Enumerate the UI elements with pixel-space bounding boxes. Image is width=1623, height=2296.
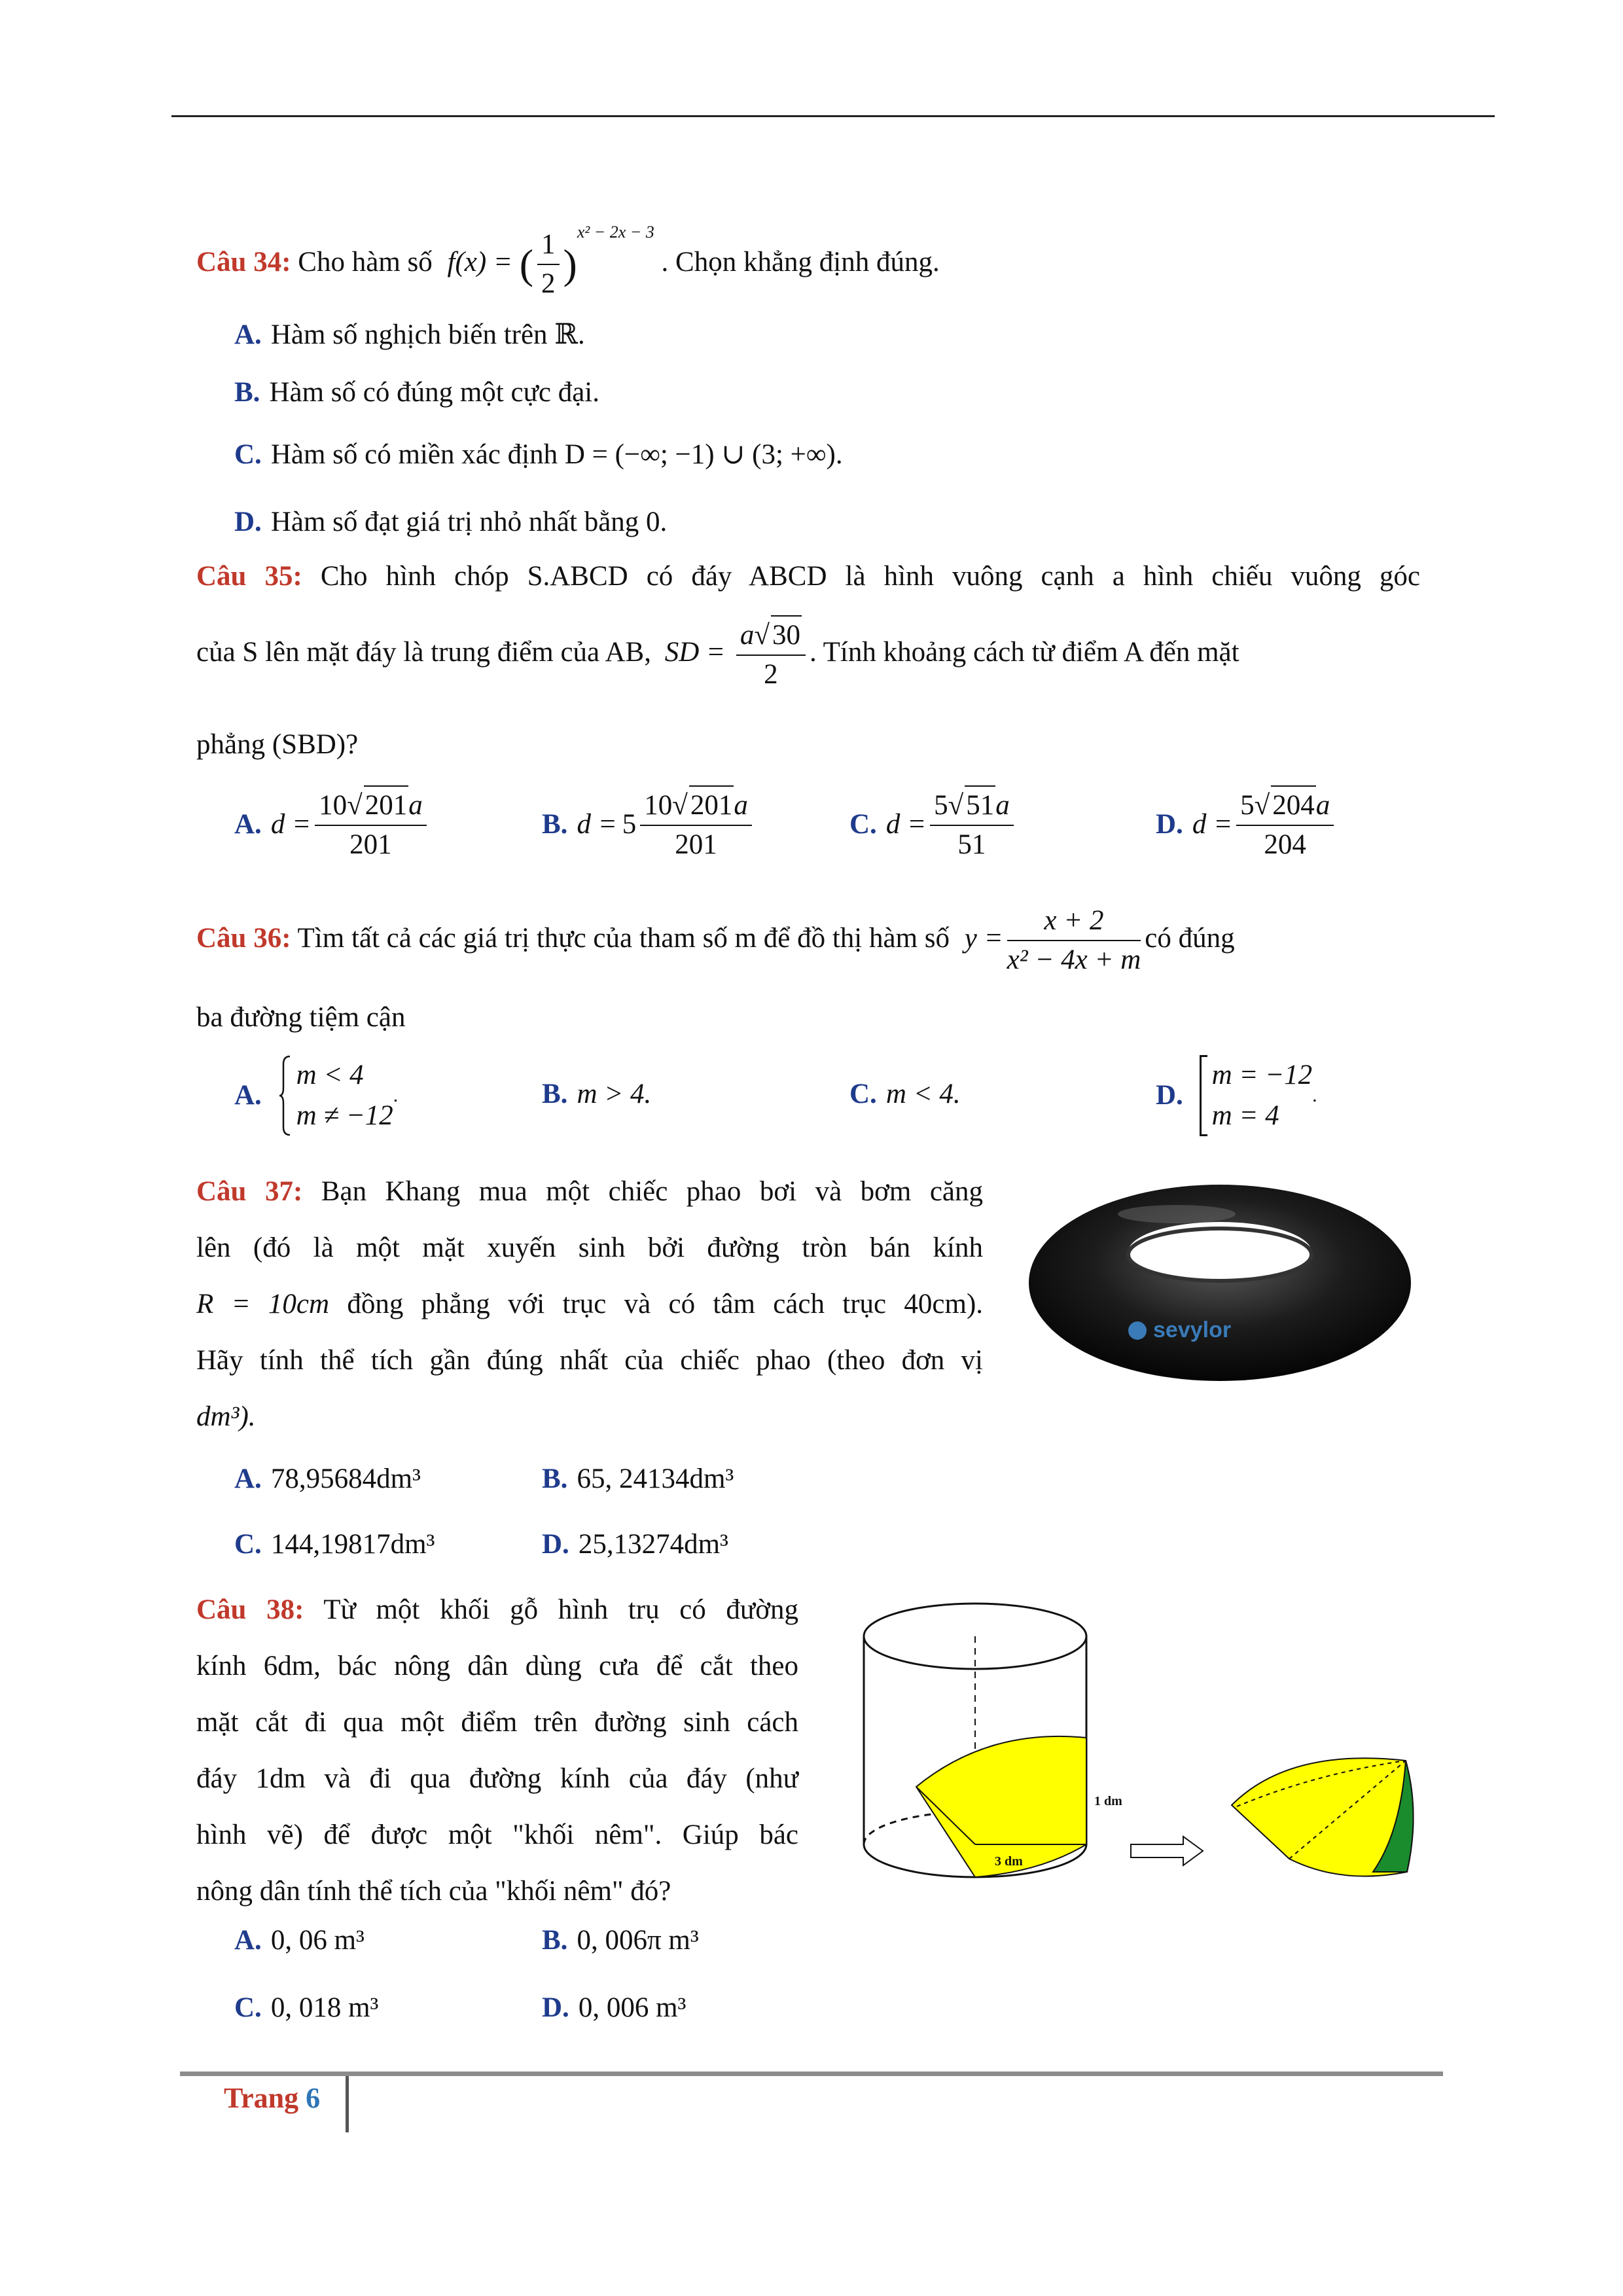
q38-option-a: A. 0, 06 m³	[234, 1925, 365, 1956]
q34-option-a: A. Hàm số nghịch biến trên ℝ.	[234, 319, 585, 350]
q36-option-c: C. m < 4.	[849, 1079, 961, 1109]
brace-icon	[278, 1055, 293, 1136]
question-text-end: . Chọn khẳng định đúng.	[661, 246, 940, 278]
q35-option-a: A. d = $\frac{10√201a}{201}$	[234, 785, 431, 864]
brand-logo-text: sevylor	[1153, 1318, 1232, 1342]
q35-option-d: D. d = $\frac{5√204a}{204}$	[1156, 785, 1338, 864]
question-35-line2: của S lên mặt đáy là trung điểm của AB, SD = $\frac{a√30}{2}$ . Tính khoảng cách từ điểm A đến mặt	[196, 615, 1420, 694]
q34-option-c: C. Hàm số có miền xác định D = (−∞; −1) ∪ (3; +∞).	[234, 439, 843, 470]
q38-option-d: D. 0, 006 m³	[542, 1992, 687, 2023]
base-fraction: $\frac{1}{2}$	[537, 226, 560, 303]
question-36: Câu 36: Tìm tất cả các giá trị thực của tham số m để đồ thị hàm số y = $\frac{x + 2}{\text{x² − 4x + m}}$ có đúng	[196, 902, 1420, 979]
q37-option-c: C. 144,19817dm³	[234, 1529, 435, 1560]
q37-option-a: A. 78,95684dm³	[234, 1463, 421, 1494]
q35-option-c: C. d = $\frac{5√51a}{51}$	[849, 785, 1018, 864]
height-label: 1 dm	[1094, 1794, 1122, 1808]
wedge-figure	[844, 1597, 1420, 1905]
question-label: Câu 37:	[196, 1176, 303, 1207]
question-36-line2: ba đường tiệm cận	[196, 1002, 406, 1033]
question-35-line3: phẳng (SBD)?	[196, 729, 359, 760]
q36-option-a: A. m < 4 m ≠ −12 .	[234, 1055, 398, 1136]
arrow-right-icon	[1131, 1837, 1203, 1865]
paren-close: )	[563, 241, 577, 287]
q38-option-c: C. 0, 018 m³	[234, 1992, 379, 2023]
question-35: Câu 35: Cho hình chóp S.ABCD có đáy ABCD là hình vuông cạnh a hình chiếu vuông góc	[196, 561, 1421, 592]
footer-rule	[180, 2072, 1443, 2076]
q37-option-b: B. 65, 24134dm³	[542, 1463, 734, 1494]
cylinder-wedge-diagram	[844, 1597, 1420, 1905]
function-lhs: f(x) =	[447, 246, 512, 278]
question-label: Câu 36:	[196, 922, 291, 954]
q34-option-b: B. Hàm số có đúng một cực đại.	[234, 377, 599, 408]
header-rule	[171, 115, 1495, 117]
question-label: Câu 38:	[196, 1594, 304, 1625]
page-number: 6	[306, 2082, 321, 2114]
q34-option-d: D. Hàm số đạt giá trị nhỏ nhất bằng 0.	[234, 507, 668, 537]
question-label: Câu 35:	[196, 561, 302, 592]
question-37: Câu 37: Bạn Khang mua một chiếc phao bơi và bơm căng lên (đó là một mặt xuyến sinh bởi đường tròn bán kính R = 10cm đồng phẳng với trục và có tâm cách trục 40cm). Hãy tính thể tích gần đúng nhất của chiếc phao (theo đơn vị dm³).	[196, 1176, 984, 1432]
q38-option-b: B. 0, 006π m³	[542, 1925, 699, 1956]
question-34	[196, 222, 940, 303]
question-text: Cho hàm số	[298, 246, 433, 278]
q36-option-d: D. m = −12 m = 4 .	[1156, 1055, 1317, 1136]
question-label: Câu 34:	[196, 246, 291, 278]
q37-option-d: D. 25,13274dm³	[542, 1529, 728, 1560]
swim-ring-image	[1026, 1175, 1414, 1391]
swim-ring-icon	[1026, 1175, 1414, 1391]
paren-open: (	[519, 241, 533, 287]
y-fraction: $\frac{x + 2}{\text{x² − 4x + m}}$	[1007, 902, 1141, 979]
q35-option-b: B. d = 5 $\frac{10√201a}{201}$	[542, 785, 756, 864]
q36-option-b: B. m > 4.	[542, 1079, 652, 1109]
question-38: Câu 38: Từ một khối gỗ hình trụ có đường kính 6dm, bác nông dân dùng cưa để cắt theo mặt cắt đi qua một điểm trên đường sinh cách đáy 1dm và đi qua đường kính của đáy (như hình vẽ) để được một "khối nêm". Giúp bác nông dân tính thể tích của "khối nêm" đó?	[196, 1594, 798, 1907]
diameter-label: 3 dm	[995, 1854, 1023, 1869]
exponent: x² − 2x − 3	[577, 222, 654, 242]
page-footer: Trang 6	[224, 2082, 321, 2114]
sd-fraction: $\frac{a√30}{2}$	[736, 615, 806, 694]
footer-divider	[346, 2076, 349, 2132]
